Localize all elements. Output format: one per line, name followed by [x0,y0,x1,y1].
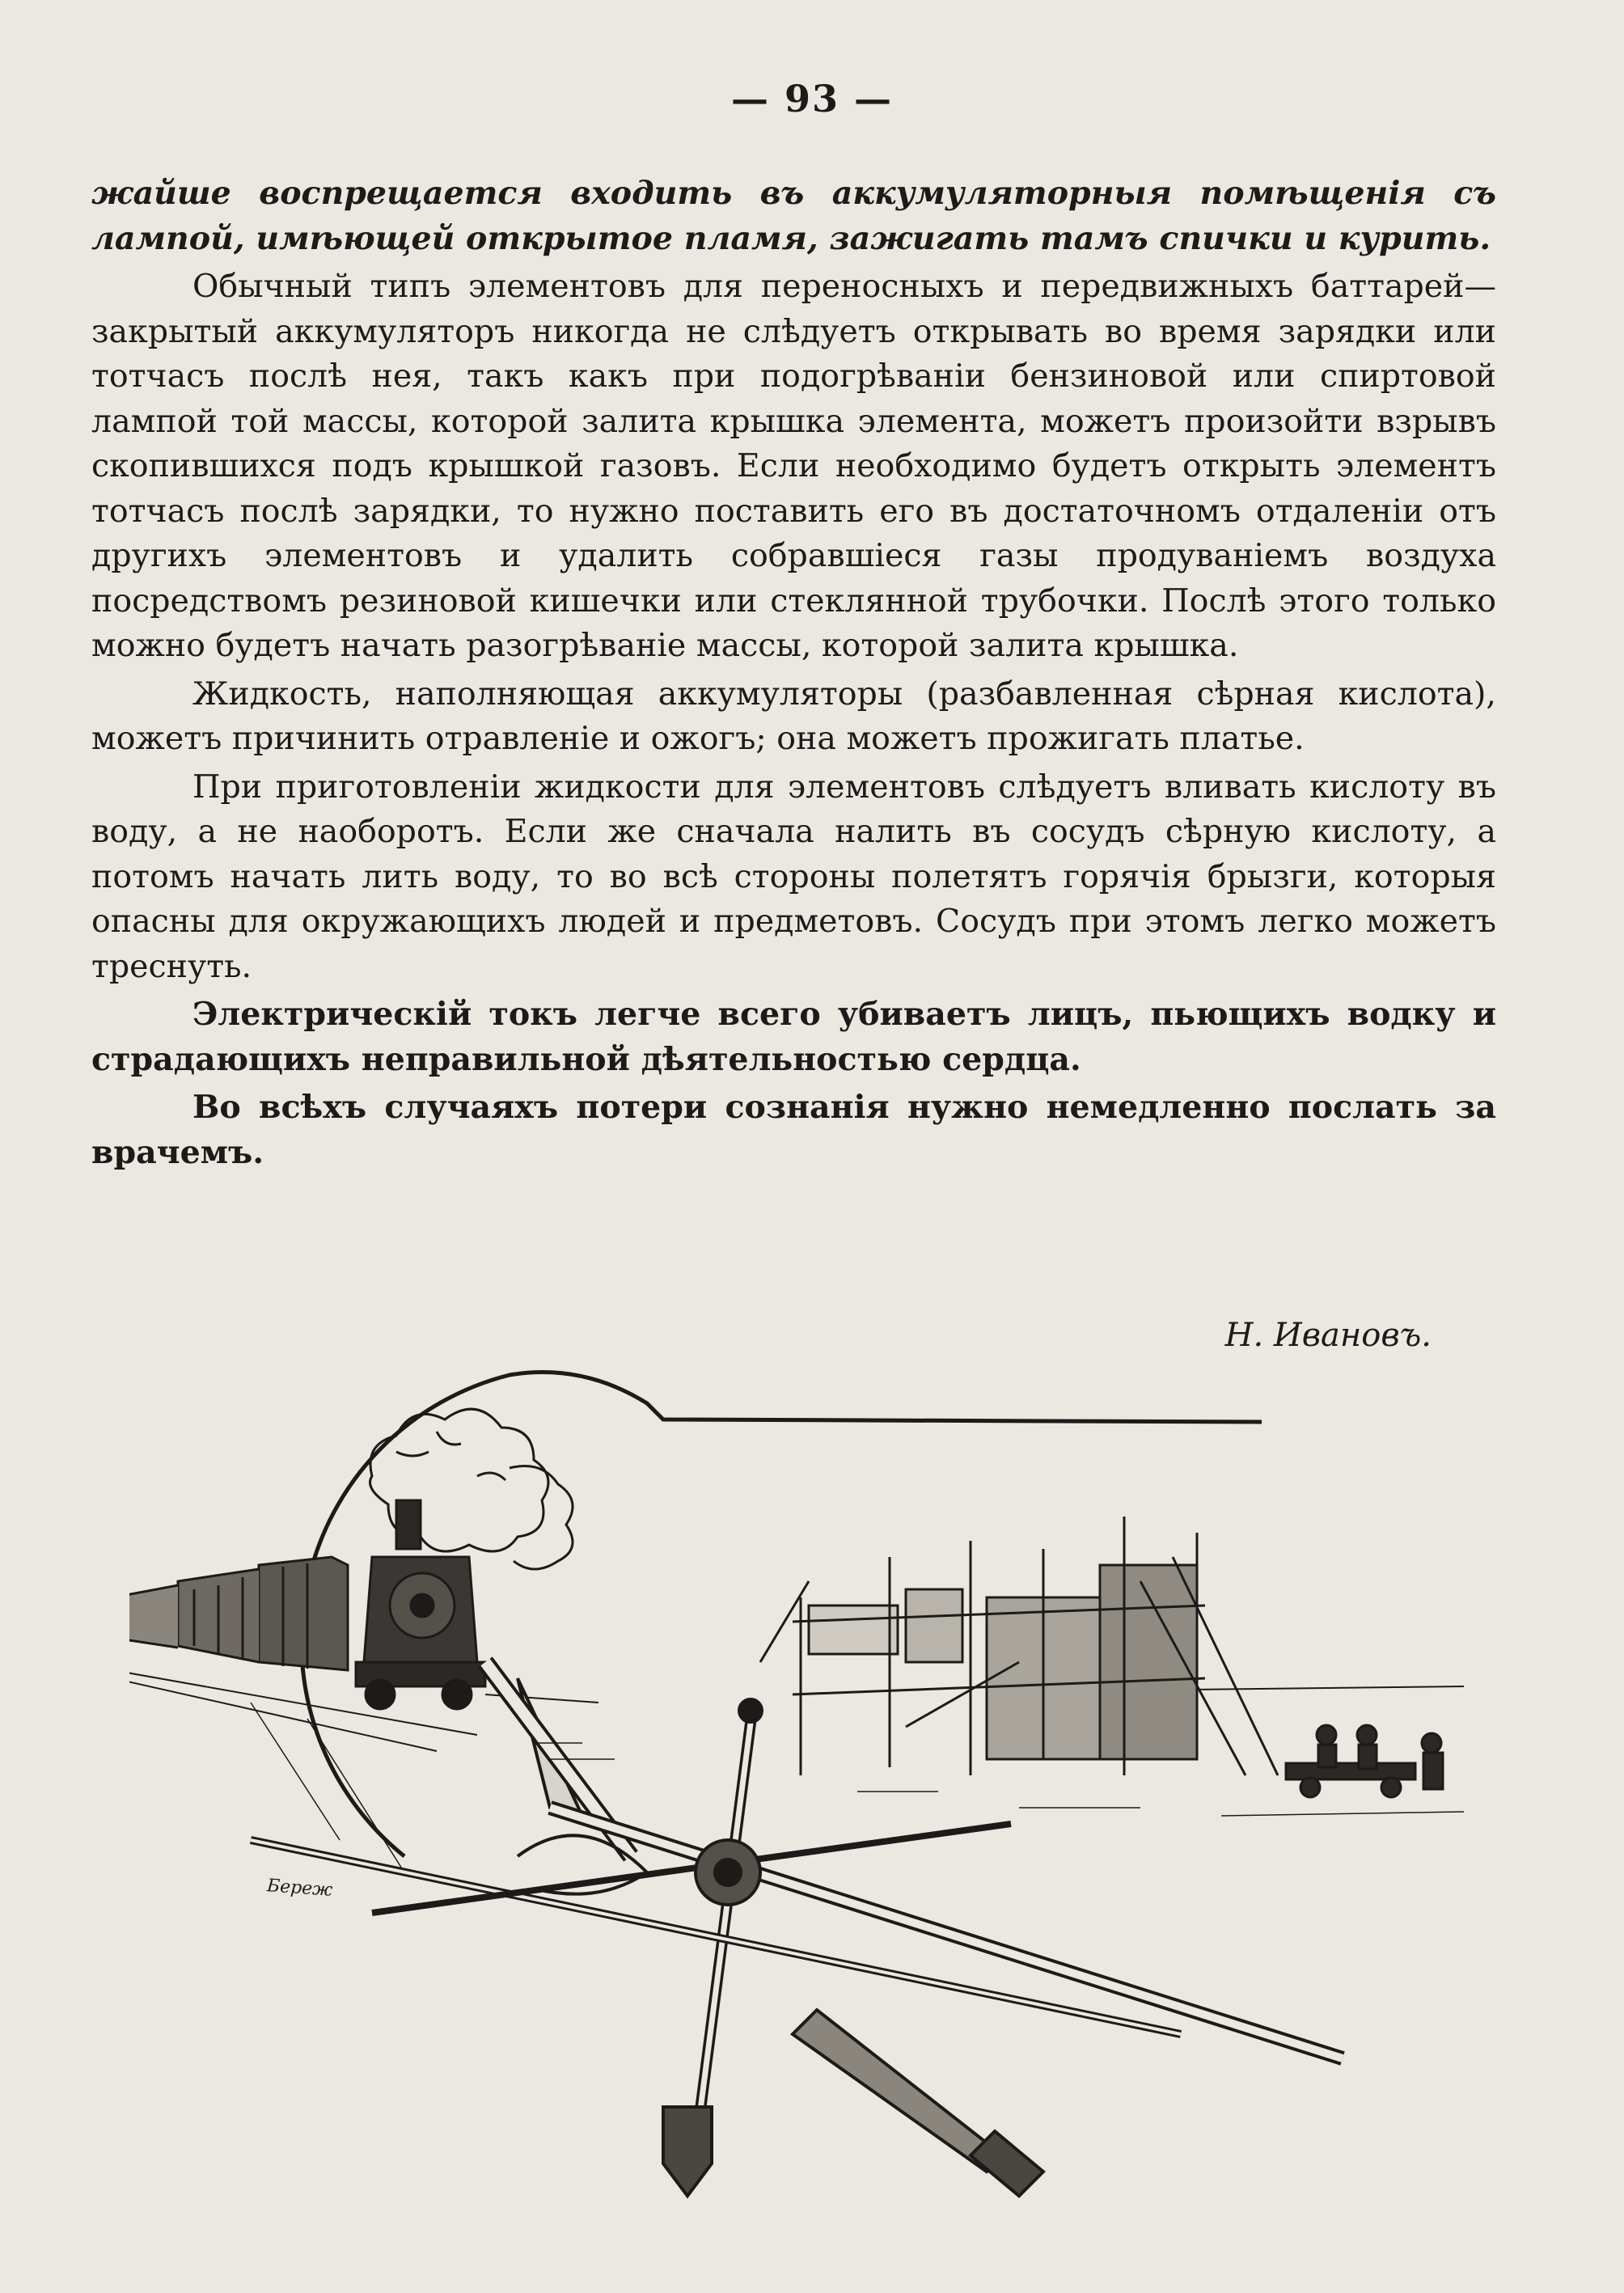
page-number: — 93 — [730,77,894,121]
paragraph-warning-continuation: жайше воспрещается входить въ аккумуляторныя помѣщенія съ лампой, имѣющей открытое пламя, зажигать тамъ спички и курить. [91,175,1496,257]
workers-cart [1286,1725,1443,1797]
paragraph-call-doctor: Во всѣхъ случаяхъ потери сознанія нужно немедленно послать за врачемъ. [91,1089,1496,1171]
paragraph-closed-accumulator: Обычный типъ элементовъ для переносныхъ и передвижныхъ баттарей—закрытый аккумуляторъ никогда не слѣдуетъ открывать во время зарядки или тотчасъ послѣ нея, такъ какъ при подогрѣваніи бензиновой или спиртовой лампой той массы, которой залита крышка элемента, можетъ произойти взрывъ скопившихся подъ крышкой газовъ. Если необходимо будетъ открыть элементъ тотчасъ послѣ зарядки, то нужно поставить его въ достаточномъ отдаленіи отъ другихъ элементовъ и удалить собравшіеся газы продуваніемъ воздуха посредствомъ резиновой кишечки или стеклянной трубочки. Послѣ этого только можно будетъ начать разогрѣваніе массы, которой залита крышка. [91,268,1496,664]
body-text [91,171,1496,1175]
paragraph-current-danger: Электрическій токъ легче всего убиваетъ лицъ, пьющихъ водку и страдающихъ неправильной дѣятельностью сердца. [91,996,1496,1078]
railway-illustration [129,1355,1504,2244]
artist-signature: Береж [266,1876,334,1901]
construction-site [760,1517,1278,1775]
locomotive [129,1500,485,1709]
author-signature: Н. Ивановъ. [1224,1317,1432,1354]
paragraph-acid-liquid: Жидкость, наполняющая аккумуляторы (разбавленная сѣрная кислота), можетъ причинить отравленіе и ожогъ; она можетъ прожигать платье. [91,675,1496,757]
illustration-drawing [129,1355,1504,2244]
paragraph-preparing-liquid: При приготовленіи жидкости для элементовъ слѣдуетъ вливать кислоту въ воду, а не наоборотъ. Если же сначала налить въ сосудъ сѣрную кислоту, а потомъ начать лить воду, то во всѣ стороны полетятъ горячія брызги, которыя опасны для окружающихъ людей и предметовъ. Сосудъ при этомъ легко можетъ треснуть. [91,768,1496,985]
